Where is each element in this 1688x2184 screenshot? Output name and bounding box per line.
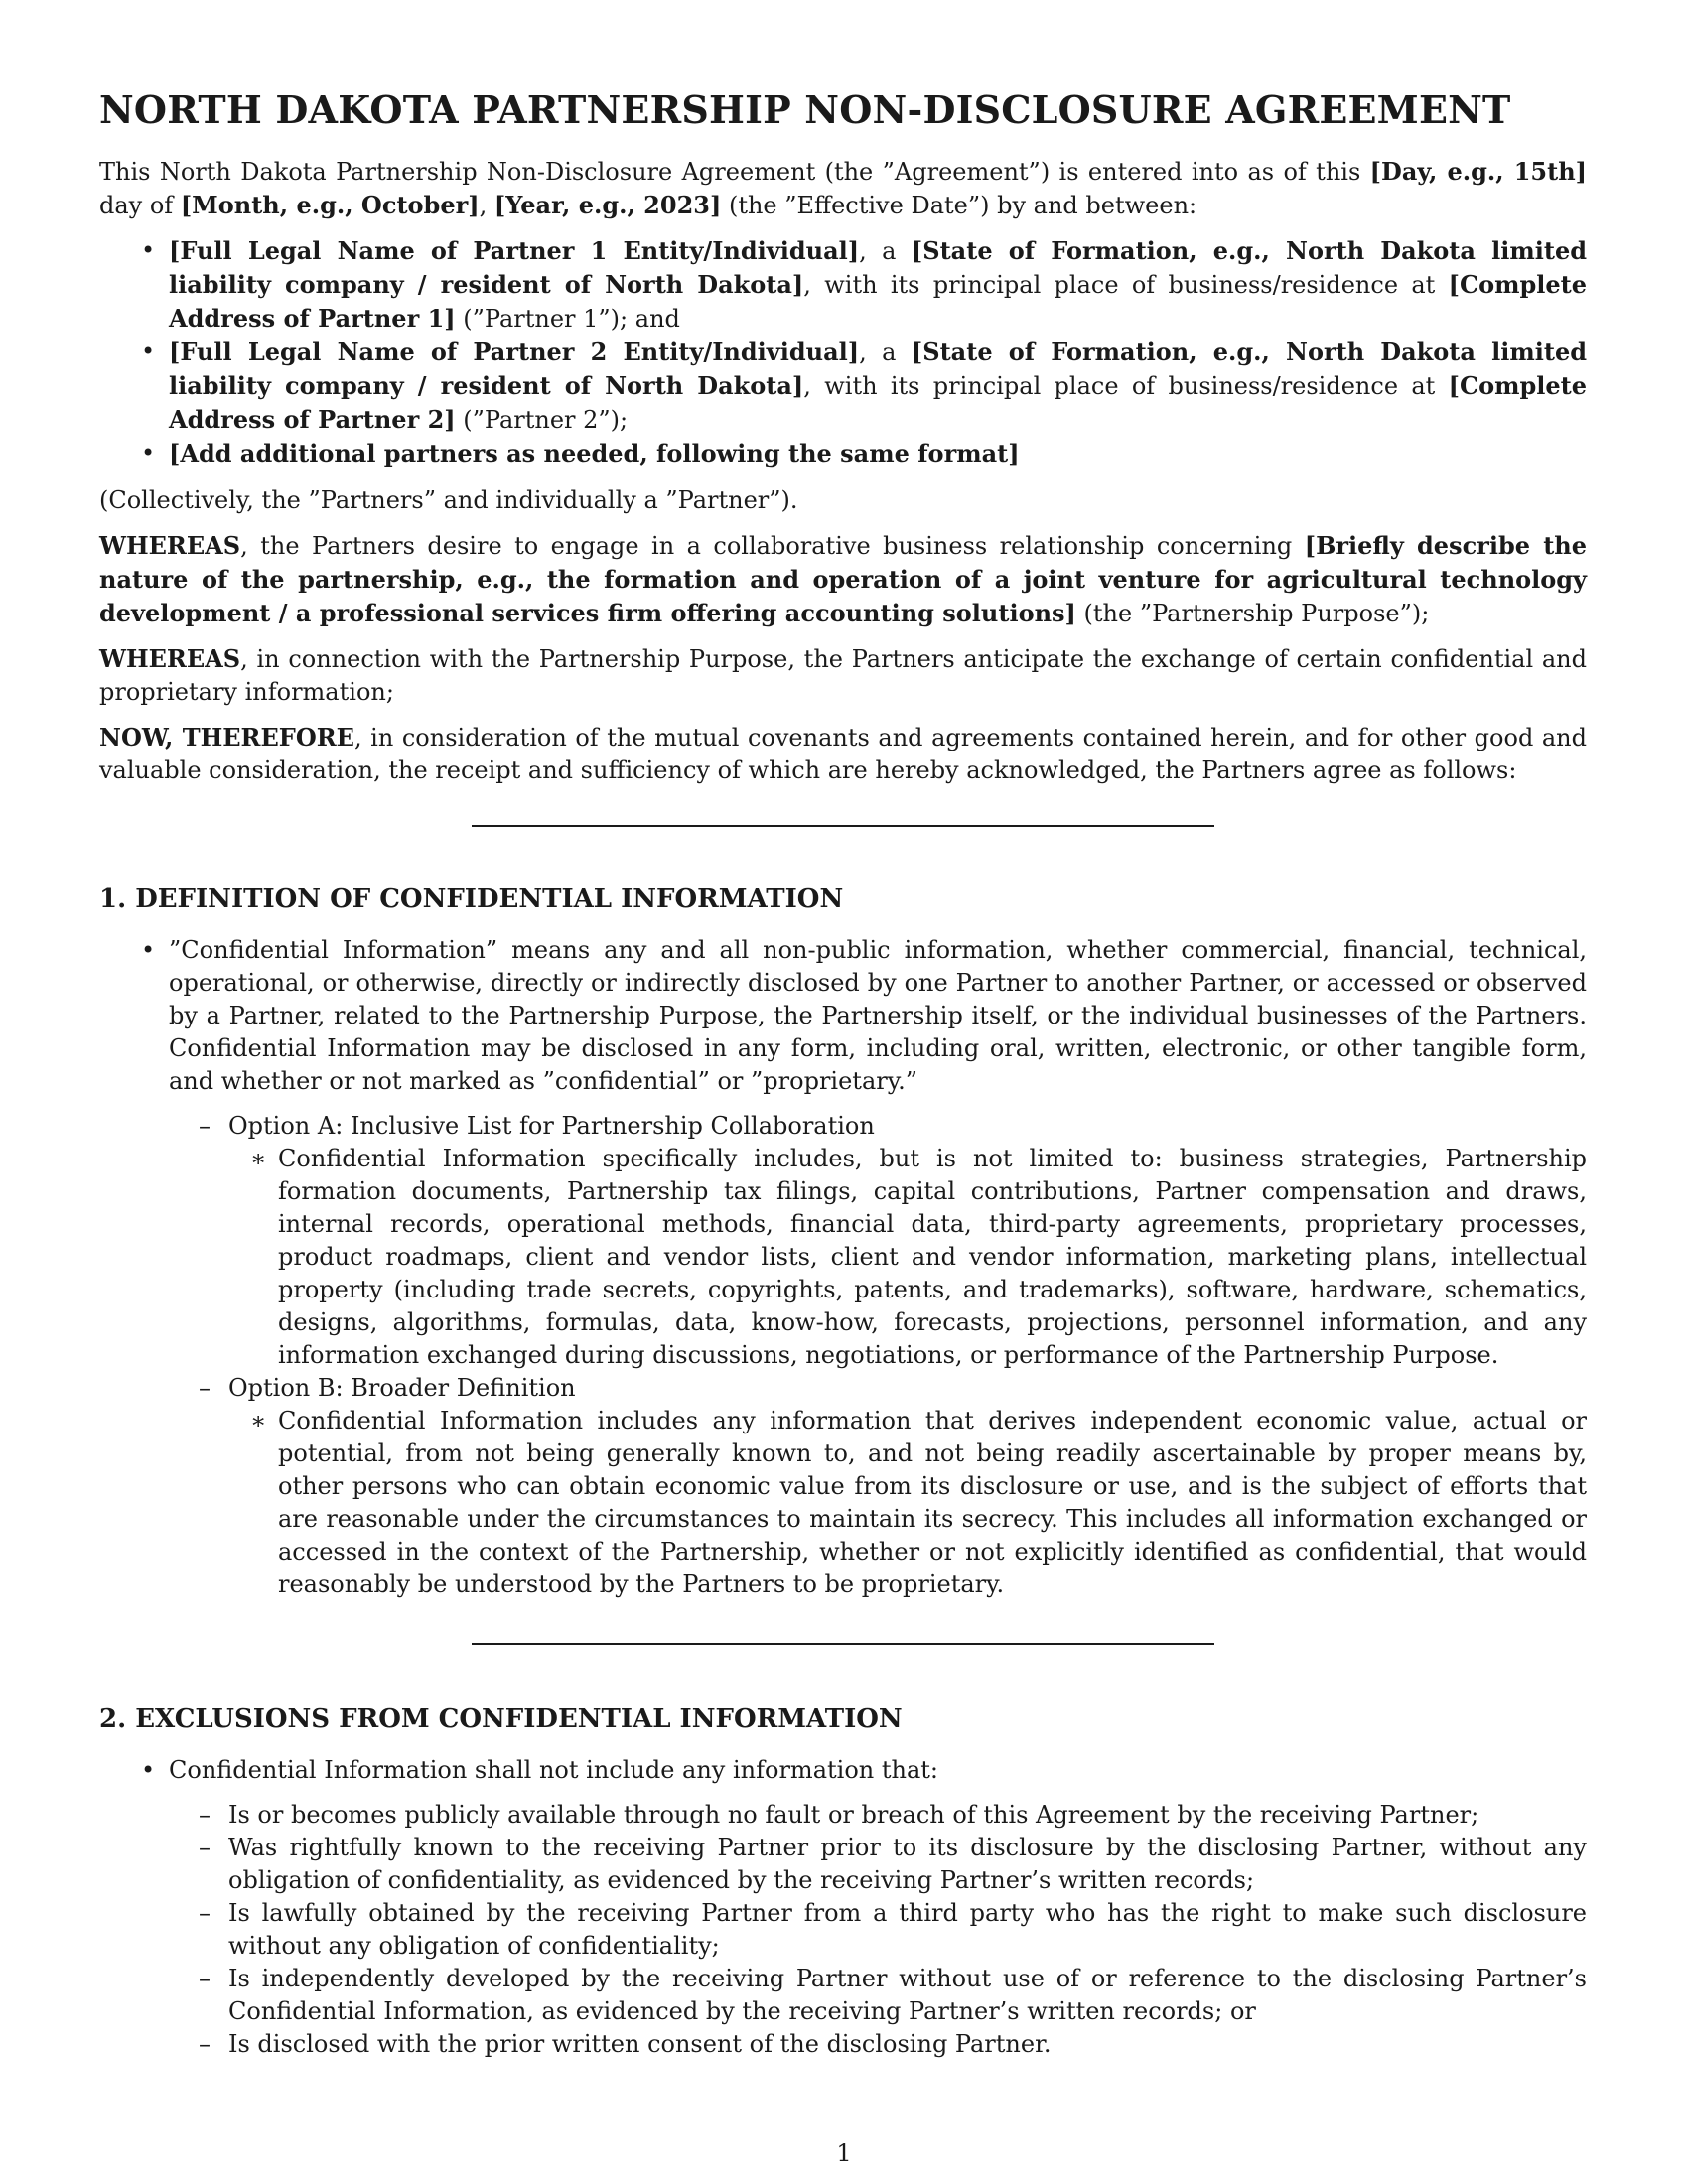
partner-1-item: • [Full Legal Name of Partner 1 Entity/Individual], a [State of Formation, e.g., North Dakota limited liability company / resident of North Dakota], with its principal place of business/residence at [Complete Address of Partner 1] (”Partner 1”); and xyxy=(99,234,1587,336)
option-b-item xyxy=(99,1372,1587,1601)
document-body xyxy=(99,87,1587,2061)
exclusions-intro-item: • Confidential Information shall not include any information that: – Is or becomes publicly available through no fault or breach of this Agreement by the receiving Partner; – Was rightfully known to the receiving Partner prior to its disclosure by the disclosing Partner, without any obligation of confidentiality, as evidenced by the receiving Partner’s written records; – Is lawfully obtained by the receiving Partner from a third party who has the right to make such disclosure without any obligation of confidentiality; – Is independently developed by the receiving Partner without use of or reference to the disclosing Partner’s Confidential Information, as evidenced by the receiving Partner’s written records; or – Is disclosed with the prior written consent of the disclosing Partner. xyxy=(99,1754,1587,2061)
option-label: Option B: Broader Definition xyxy=(228,1374,576,1402)
list-item: – Is lawfully obtained by the receiving Partner from a third party who has the right to make such disclosure without any obligation of confidentiality; xyxy=(99,1897,1587,1963)
section-1-list xyxy=(99,934,1587,1601)
partner-name: [Full Legal Name of Partner 2 Entity/Individual] xyxy=(169,338,860,366)
section-2-heading: 2. EXCLUSIONS FROM CONFIDENTIAL INFORMATION xyxy=(99,1705,903,1734)
section-divider xyxy=(472,825,1214,827)
exclusions-list xyxy=(169,1799,1587,2061)
list-item: – Is disclosed with the prior written consent of the disclosing Partner. xyxy=(99,2028,1587,2061)
partner-state: [State of Formation, e.g., North Dakota limited liability company / resident of North Dakota] xyxy=(169,236,1587,299)
list-item: – Is independently developed by the receiving Partner without use of or reference to the disclosing Partner’s Confidential Information, as evidenced by the receiving Partner’s written records; or xyxy=(99,1963,1587,2028)
whereas-paragraph-1: WHEREAS, the Partners desire to engage in a collaborative business relationship concerning [Briefly describe the nature of the partnership, e.g., the formation and operation of a joint venture for agricultural technology development / a professional services firm offering accounting solutions] (the ”Partnership Purpose”); xyxy=(99,531,1587,627)
section-divider xyxy=(472,1643,1214,1645)
partner-address: [Complete Address of Partner 1] xyxy=(169,270,1588,333)
definition-item: • ”Confidential Information” means any and all non-public information, whether commercial, financial, technical, operational, or otherwise, directly or indirectly disclosed by one Partner to another Partner, or accessed or observed by a Partner, related to the Partnership Purpose, the Partnership itself, or the individual businesses of the Partners. Confidential Information may be disclosed in any form, including oral, written, electronic, or other tangible form, and whether or not marked as ”confidential” or ”proprietary.” – Option A: Inclusive List for Partnership Collaboration ∗ Confidential Information specifically includes, but is not limited to: business strategies, Partnership formation documents, Partnership tax filings, capital contributions, Partner compensation and draws, internal records, operational methods, financial data, third-party agreements, proprietary processes, product roadmaps, client and vendor lists, client and vendor information, marketing plans, intellectual property (including trade secrets, copyrights, patents, and trademarks), software, hardware, schematics, designs, algorithms, formulas, data, know-how, forecasts, projections, personnel information, and any information exchanged during discussions, negotiations, or performance of the Partnership Purpose. – Option B: Broader Definition ∗ Confidential Information includes any information that derives independent economic value, actual or potential, from not being generally known to, and not being readily ascertainable by proper means by, other persons who can obtain economic value from its disclosure or use, and is the subject of efforts that are reasonable under the circumstances to maintain its secrecy. This includes all information exchanged or accessed in the context of the Partnership, whether or not explicitly identified as confidential, that would reasonably be understood by the Partners to be proprietary. xyxy=(99,934,1587,1601)
option-a-item xyxy=(99,1110,1587,1372)
document-title: NORTH DAKOTA PARTNERSHIP NON-DISCLOSURE AGREEMENT xyxy=(99,87,1511,132)
option-list xyxy=(169,1110,1587,1601)
section-1-heading: 1. DEFINITION OF CONFIDENTIAL INFORMATION xyxy=(99,885,844,914)
day-placeholder: [Day, e.g., 15th] xyxy=(1369,157,1587,186)
additional-partners-item: • [Add additional partners as needed, following the same format] xyxy=(99,437,1587,471)
list-item: – Is or becomes publicly available through no fault or breach of this Agreement by the receiving Partner; xyxy=(99,1799,1587,1832)
year-placeholder: [Year, e.g., 2023] xyxy=(493,191,722,219)
partner-2-item: • [Full Legal Name of Partner 2 Entity/Individual], a [State of Formation, e.g., North Dakota limited liability company / resident of North Dakota], with its principal place of business/residence at [Complete Address of Partner 2] (”Partner 2”); xyxy=(99,336,1587,437)
whereas-paragraph-2: WHEREAS, in connection with the Partnership Purpose, the Partners anticipate the exchange of certain confidential and proprietary information; xyxy=(99,644,1587,706)
list-item: – Was rightfully known to the receiving Partner prior to its disclosure by the disclosing Partner, without any obligation of confidentiality, as evidenced by the receiving Partner’s written records; xyxy=(99,1832,1587,1897)
page-number: 1 xyxy=(836,2139,852,2167)
partner-state: [State of Formation, e.g., North Dakota limited liability company / resident of North Dakota] xyxy=(169,338,1587,400)
section-2-list xyxy=(99,1754,1587,2061)
intro-paragraph: This North Dakota Partnership Non-Disclosure Agreement (the ”Agreement”) is entered into as of this [Day, e.g., 15th] day of [Month, e.g., October], [Year, e.g., 2023] (the ”Effective Date”) by and between: xyxy=(99,157,1587,219)
option-text: ∗ Confidential Information specifically includes, but is not limited to: business strategies, Partnership formation documents, Partnership tax filings, capital contributions, Partner compensation and draws, internal records, operational methods, financial data, third-party agreements, proprietary processes, product roadmaps, client and vendor lists, client and vendor information, marketing plans, intellectual property (including trade secrets, copyrights, patents, and trademarks), software, hardware, schematics, designs, algorithms, formulas, data, know-how, forecasts, projections, personnel information, and any information exchanged during discussions, negotiations, or performance of the Partnership Purpose. xyxy=(99,1143,1587,1372)
now-therefore-paragraph: NOW, THEREFORE, in consideration of the mutual covenants and agreements contained herein, and for other good and valuable consideration, the receipt and sufficiency of which are hereby acknowledged, the Partners agree as follows: xyxy=(99,723,1587,784)
collectively-paragraph: (Collectively, the ”Partners” and individually a ”Partner”). xyxy=(99,486,798,514)
partner-address: [Complete Address of Partner 2] xyxy=(169,371,1588,434)
purpose-placeholder: [Briefly describe the nature of the partnership, e.g., the formation and operation of a joint venture for agricultural technology development / a professional services firm offering accounting solutions] xyxy=(99,531,1587,627)
month-placeholder: [Month, e.g., October] xyxy=(180,191,480,219)
option-text: ∗ Confidential Information includes any information that derives independent economic value, actual or potential, from not being generally known to, and not being readily ascertainable by proper means by, other persons who can obtain economic value from its disclosure or use, and is the subject of efforts that are reasonable under the circumstances to maintain its secrecy. This includes all information exchanged or accessed in the context of the Partnership, whether or not explicitly identified as confidential, that would reasonably be understood by the Partners to be proprietary. xyxy=(99,1405,1587,1601)
partner-name: [Full Legal Name of Partner 1 Entity/Individual] xyxy=(169,236,860,265)
partner-list xyxy=(99,234,1587,471)
option-label: Option A: Inclusive List for Partnership Collaboration xyxy=(228,1112,875,1140)
